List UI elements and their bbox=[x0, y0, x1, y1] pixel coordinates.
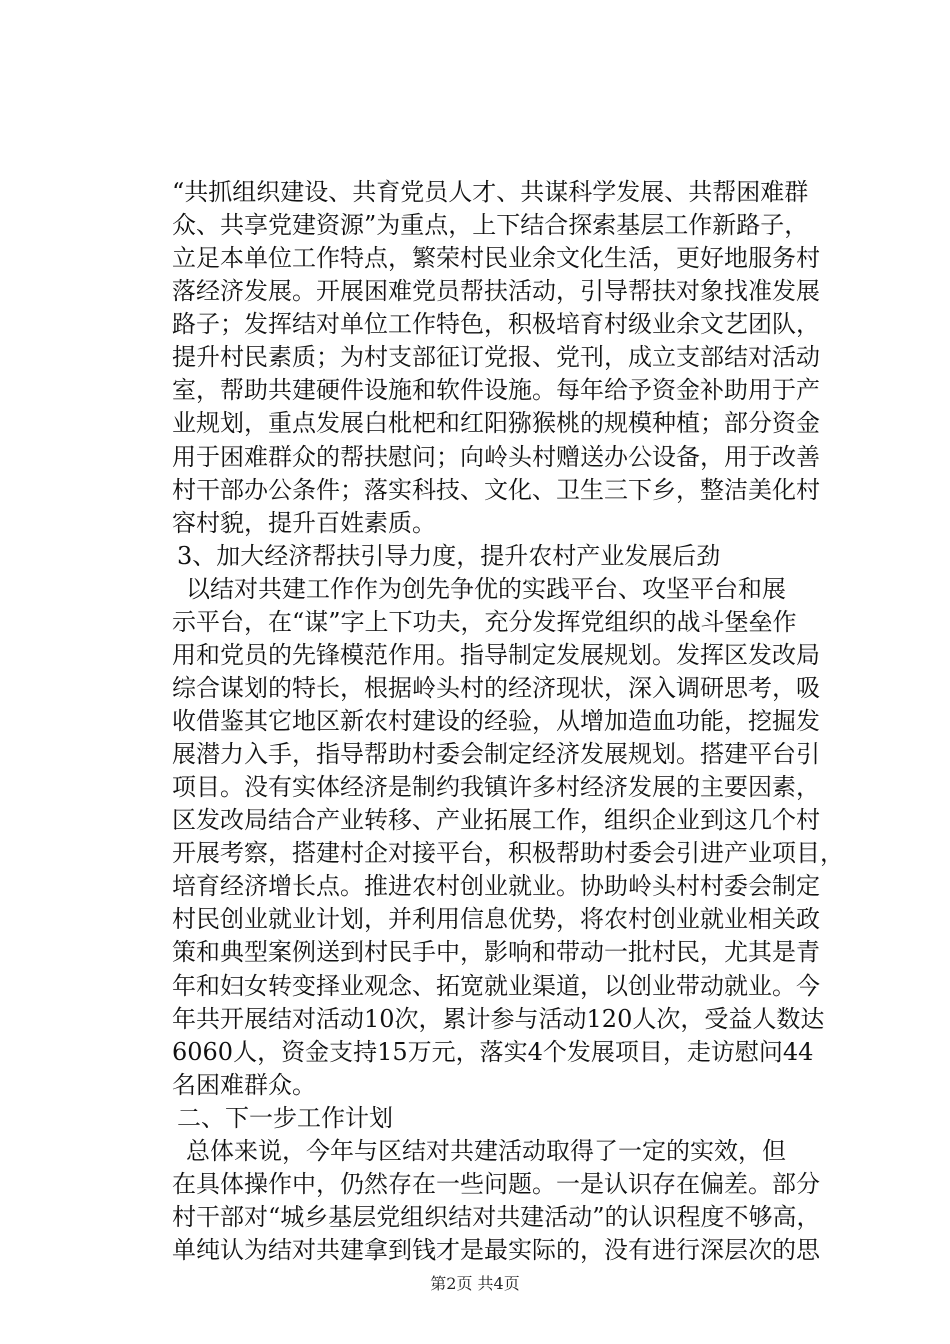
body-text-line: 开展考察，搭建村企对接平台，积极帮助村委会引进产业项目， bbox=[172, 839, 844, 867]
body-text-line: 年和妇女转变择业观念、拓宽就业渠道，以创业带动就业。今 bbox=[172, 972, 820, 1000]
body-text-line: 室，帮助共建硬件设施和软件设施。每年给予资金补助用于产 bbox=[172, 376, 820, 404]
body-text-line: 立足本单位工作特点，繁荣村民业余文化生活，更好地服务村 bbox=[172, 244, 820, 272]
body-text-line: 培育经济增长点。推进农村创业就业。协助岭头村村委会制定 bbox=[172, 872, 820, 900]
body-text-line: 村干部对“城乡基层党组织结对共建活动”的认识程度不够高， bbox=[172, 1203, 821, 1231]
body-text-line: “共抓组织建设、共育党员人才、共谋科学发展、共帮困难群 bbox=[172, 178, 809, 206]
body-text-line: 容村貌，提升百姓素质。 bbox=[172, 509, 436, 537]
paragraph-first-line: 以结对共建工作作为创先争优的实践平台、攻坚平台和展 bbox=[186, 575, 786, 603]
body-text-line: 综合谋划的特长，根据岭头村的经济现状，深入调研思考，吸 bbox=[172, 674, 820, 702]
section-heading: 二、下一步工作计划 bbox=[177, 1104, 393, 1132]
body-text-line: 区发改局结合产业转移、产业拓展工作，组织企业到这几个村 bbox=[172, 806, 820, 834]
body-text-line: 单纯认为结对共建拿到钱才是最实际的，没有进行深层次的思 bbox=[172, 1236, 820, 1264]
body-text-line: 村干部办公条件；落实科技、文化、卫生三下乡，整洁美化村 bbox=[172, 476, 820, 504]
body-text-line: 名困难群众。 bbox=[172, 1071, 316, 1099]
body-text-line: 提升村民素质；为村支部征订党报、党刊，成立支部结对活动 bbox=[172, 343, 820, 371]
body-text-line: 众、共享党建资源”为重点，上下结合探索基层工作新路子， bbox=[172, 211, 809, 239]
page-number-footer: 第2页 共4页 bbox=[430, 1274, 520, 1293]
body-text-line: 业规划，重点发展白枇杷和红阳猕猴桃的规模种植；部分资金 bbox=[172, 409, 820, 437]
body-text-line: 在具体操作中，仍然存在一些问题。一是认识存在偏差。部分 bbox=[172, 1170, 820, 1198]
body-text-line: 展潜力入手，指导帮助村委会制定经济发展规划。搭建平台引 bbox=[172, 740, 820, 768]
body-text-line: 用和党员的先锋模范作用。指导制定发展规划。发挥区发改局 bbox=[172, 641, 820, 669]
body-text-line: 6060人，资金支持15万元，落实4个发展项目，走访慰问44 bbox=[172, 1038, 814, 1066]
body-text-line: 项目。没有实体经济是制约我镇许多村经济发展的主要因素， bbox=[172, 773, 820, 801]
body-text-line: 策和典型案例送到村民手中，影响和带动一批村民，尤其是青 bbox=[172, 938, 820, 966]
body-text-line: 示平台，在“谋”字上下功夫，充分发挥党组织的战斗堡垒作 bbox=[172, 608, 797, 636]
body-text-line: 年共开展结对活动10次，累计参与活动120人次，受益人数达 bbox=[172, 1005, 825, 1033]
body-text-line: 村民创业就业计划，并利用信息优势，将农村创业就业相关政 bbox=[172, 905, 820, 933]
body-text-line: 落经济发展。开展困难党员帮扶活动，引导帮扶对象找准发展 bbox=[172, 277, 820, 305]
paragraph-first-line: 总体来说，今年与区结对共建活动取得了一定的实效，但 bbox=[186, 1137, 786, 1165]
body-text-line: 路子；发挥结对单位工作特色，积极培育村级业余文艺团队， bbox=[172, 310, 820, 338]
section-heading: 3、加大经济帮扶引导力度，提升农村产业发展后劲 bbox=[177, 542, 721, 570]
body-text-line: 用于困难群众的帮扶慰问；向岭头村赠送办公设备，用于改善 bbox=[172, 443, 820, 471]
body-text-line: 收借鉴其它地区新农村建设的经验，从增加造血功能，挖掘发 bbox=[172, 707, 820, 735]
